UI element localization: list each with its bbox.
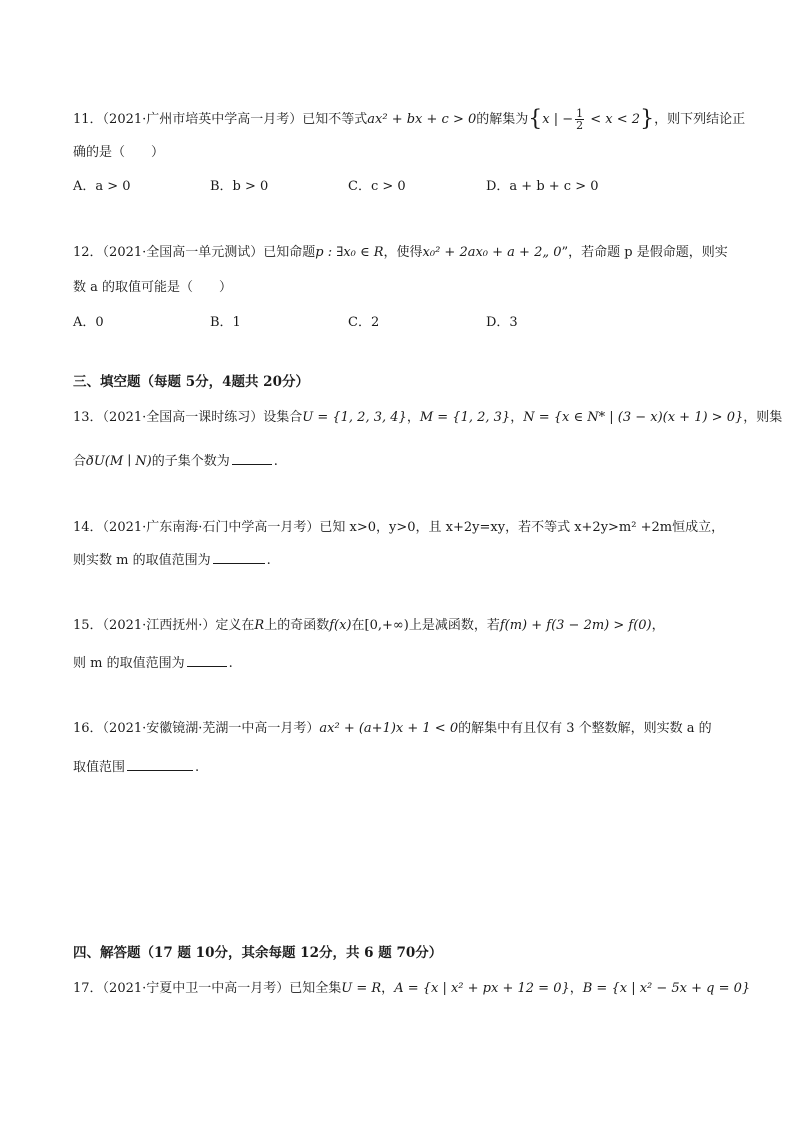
q11-frac-num: 1 [576,107,584,120]
q14-line1: 14．（2021·广东南海·石门中学高一月考）已知 x>0，y>0，且 x+2y=xy，若不等式 x+2y>m² +2m恒成立， [73,520,725,535]
q13-line2 [73,451,278,471]
q14-line2-prefix: 则实数 m 的取值范围为 [73,553,211,568]
q16-inequality: ax² + (a+1)x + 1 < 0 [319,721,459,736]
q15-interval: [0,+∞) [364,618,409,633]
q11-fraction [575,108,584,131]
q15-end: . [228,656,233,671]
q16-line1 [73,720,712,738]
q13-answer-blank[interactable] [232,451,272,465]
section-4-title: 四、解答题（17 题 10分，其余每题 12分，共 6 题 70分） [73,945,443,961]
q13-set-u: U = {1, 2, 3, 4} [302,410,407,425]
q15-suffix: ， [651,618,665,633]
q13-set-m: M = {1, 2, 3} [419,410,511,425]
q15-answer-blank[interactable] [187,653,227,667]
q13-line1 [73,409,782,427]
q15-domain-r: R [254,618,265,633]
q11-inequality: ax² + bx + c > 0 [367,112,477,127]
q15-mid1: 上的奇函数 [264,618,330,633]
q12-option-c: C．2 [348,315,380,330]
q13-line2-prefix: 合 [73,454,87,469]
q15-line2-prefix: 则 m 的取值范围为 [73,656,185,671]
q11-right-brace: } [640,106,655,132]
q17-set-b: B = {x | x² − 5x + q = 0} [582,981,751,996]
q13-comma-1: ， [406,410,420,425]
q14-answer-blank[interactable] [213,550,265,564]
section-3-title: 三、填空题（每题 5分，4题共 20分） [73,374,309,390]
q13-line2-suffix: 的子集个数为 [151,454,230,469]
q11-option-d: D．a + b + c > 0 [486,179,599,194]
q12-expression: x₀² + 2ax₀ + a + 2„ 0 [422,245,562,260]
q17-set-u: U = R [341,981,382,996]
q13-set-n: N = {x ∈ N* | (3 − x)(x + 1) > 0} [523,410,744,425]
q11-suffix: ，则下列结论正 [654,112,746,127]
q12-option-a: A．0 [73,315,104,330]
q12-line2: 数 a 的取值可能是（ ） [73,280,233,295]
q13-complement-expr: ðU(M ∣ N) [86,454,152,469]
q13-end: . [273,454,278,469]
q11-line2: 确的是（ ） [73,145,165,160]
q13-suffix: ，则集 [743,410,783,425]
q13-prefix: 13．（2021·全国高一课时练习）设集合 [73,410,303,425]
q14-line2 [73,550,271,570]
q12-option-b: B．1 [210,315,241,330]
q11-option-c: C．c > 0 [348,179,406,194]
q13-comma-2: ， [510,410,524,425]
q15-prefix: 15．（2021·江西抚州·）定义在 [73,618,255,633]
q12-option-d: D．3 [486,315,518,330]
q12-prefix: 12．（2021·全国高一单元测试）已知命题 [73,245,316,260]
q11-prefix: 11．（2021·广州市培英中学高一月考）已知不等式 [73,112,368,127]
q12-suffix: ”，若命题 p 是假命题，则实 [561,245,728,260]
q11-option-a: A．a > 0 [73,179,131,194]
q11-mid: 的解集为 [476,112,529,127]
q15-mid2: 在 [351,618,365,633]
q15-mid3: 上是减函数，若 [408,618,500,633]
q11-set-left: x | − [542,112,574,127]
q17-set-a: A = {x | x² + px + 12 = 0} [394,981,570,996]
q11-frac-den: 2 [576,119,584,132]
q11-left-brace: { [528,106,543,132]
q16-prefix: 16．（2021·安徽镜湖·芜湖一中高一月考） [73,721,320,736]
q11-line1 [73,108,745,131]
q16-end: . [195,760,200,775]
q14-end: . [266,553,271,568]
q11-option-b: B．b > 0 [210,179,269,194]
q17-comma-1: ， [381,981,395,996]
q16-answer-blank[interactable] [127,757,193,771]
q15-line2 [73,653,233,673]
q12-proposition: p : ∃x₀ ∈ R [315,245,384,260]
q15-inequality: f(m) + f(3 − 2m) > f(0) [499,618,652,633]
q15-line1 [73,617,665,635]
q16-suffix: 的解集中有且仅有 3 个整数解，则实数 a 的 [458,721,712,736]
q12-line1 [73,244,728,262]
q17-line1 [73,980,750,998]
q11-set-right: < x < 2 [586,112,641,127]
q17-prefix: 17．（2021·宁夏中卫一中高一月考）已知全集 [73,981,342,996]
q17-comma-2: ， [569,981,583,996]
q12-mid: ，使得 [383,245,423,260]
q16-line2 [73,757,199,777]
q15-function: f(x) [329,618,352,633]
q16-line2-prefix: 取值范围 [73,760,126,775]
